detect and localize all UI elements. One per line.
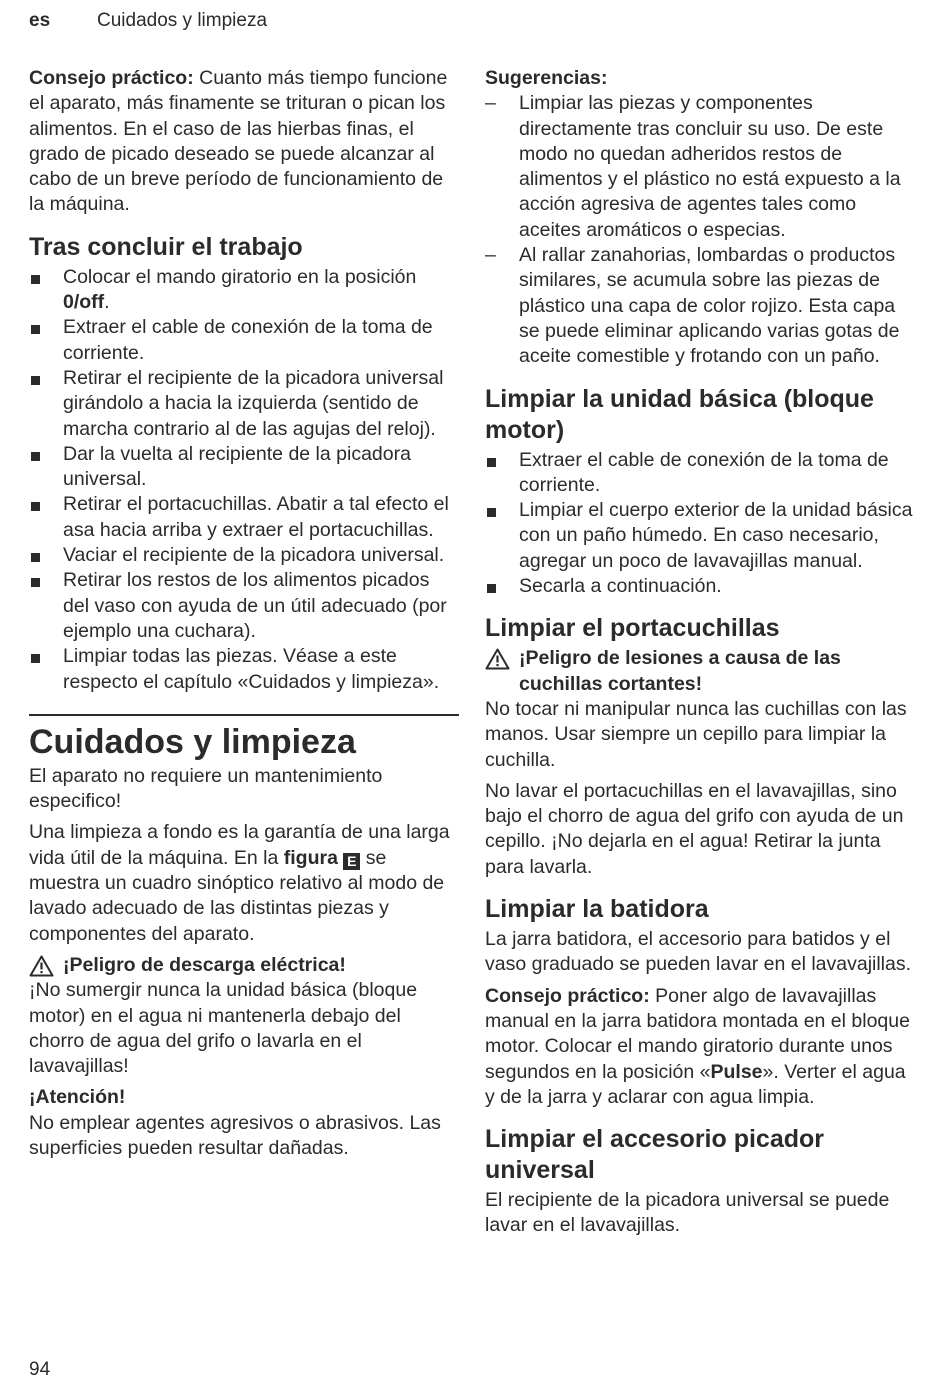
paragraph-text: se muestra un cuadro sinóptico relativo al modo de lavado adecuado de las distintas piezas y componentes del aparato. xyxy=(29,846,445,945)
attention-title: ¡Atención! xyxy=(29,1086,126,1109)
tip-text: ». Verter el agua y de la jarra y aclarar con agua limpia. xyxy=(485,1060,906,1108)
list-item: Retirar el portacuchillas. Abatir a tal efecto el asa hacia arriba y extraer el portacuchillas. xyxy=(29,492,459,543)
list-item-text: . xyxy=(104,291,110,314)
blender-paragraph-1: La jarra batidora, el accesorio para batidos y el vaso graduado se pueden lavar en el lavavajillas. xyxy=(485,928,912,976)
chopper-paragraph: El recipiente de la picadora universal se puede lavar en el lavavajillas. xyxy=(485,1189,890,1237)
list-item: Limpiar todas las piezas. Véase a este respecto el capítulo «Cuidados y limpieza». xyxy=(29,644,459,695)
warning-triangle-icon xyxy=(485,648,510,677)
figure-letter-icon: E xyxy=(343,853,360,870)
heading-after-work: Tras concluir el trabajo xyxy=(29,232,303,261)
list-item: Retirar los restos de los alimentos picados del vaso con ayuda de un útil adecuado (por ejemplo una cuchara). xyxy=(29,568,459,644)
page-number: 94 xyxy=(29,1359,51,1380)
left-column xyxy=(29,66,459,1167)
list-item: Vaciar el recipiente de la picadora universal. xyxy=(29,543,459,568)
figure-reference: figura xyxy=(283,846,338,869)
tip-text: Poner algo de lavavajillas manual en la jarra batidora montada en el bloque motor. Colocar el mando giratorio durante unos segundos en la posición « xyxy=(485,984,910,1083)
section-divider xyxy=(29,714,459,716)
list-item: Dar la vuelta al recipiente de la picadora universal. xyxy=(29,442,459,493)
list-item-text: Colocar el mando giratorio en la posición xyxy=(63,265,417,288)
blender-tip xyxy=(485,984,917,1110)
heading-chopper: Limpiar el accesorio picador universal xyxy=(485,1125,825,1185)
right-column xyxy=(485,66,917,1245)
heading-blade-holder: Limpiar el portacuchillas xyxy=(485,614,780,643)
electric-shock-warning xyxy=(29,953,459,978)
position-label: Pulse xyxy=(710,1060,763,1083)
warning-title: ¡Peligro de descarga eléctrica! xyxy=(63,953,346,976)
heading-care-cleaning: Cuidados y limpieza xyxy=(29,722,356,761)
base-unit-list xyxy=(485,448,917,600)
list-item: – Al rallar zanahorias, lombardas o productos similares, se acumula sobre las piezas de plástico una capa de color rojizo. Esta capa se puede eliminar aplicando varias gotas de aceite comestible y frotando con un paño. xyxy=(485,243,917,369)
page-header xyxy=(29,8,268,33)
blade-holder-paragraph-2: No lavar el portacuchillas en el lavavajillas, sino bajo el chorro de agua del grifo con ayuda de un cepillo. ¡No dejarla en el agua! Retirar la junta para lavarla. xyxy=(485,779,904,878)
list-item: Extraer el cable de conexión de la toma de corriente. xyxy=(29,315,459,366)
blade-holder-paragraph-1: No tocar ni manipular nunca las cuchillas con las manos. Usar siempre un cepillo para limpiar la cuchilla. xyxy=(485,697,907,771)
suggestions-title: Sugerencias: xyxy=(485,67,608,89)
suggestions-list xyxy=(485,91,917,369)
list-item: Extraer el cable de conexión de la toma de corriente. xyxy=(485,448,917,499)
warning-title: ¡Peligro de lesiones a causa de las cuchillas cortantes! xyxy=(519,647,841,695)
tip-label: Consejo práctico: xyxy=(485,984,650,1007)
care-paragraph-1: El aparato no requiere un mantenimiento especifico! xyxy=(29,764,383,813)
warning-text: ¡No sumergir nunca la unidad básica (bloque motor) en el agua ni mantenerla debajo del chorro de agua del grifo o lavarla en el lavavajillas! xyxy=(29,979,418,1078)
tip-text: Cuanto más tiempo funcione el aparato, más finamente se trituran o pican los alimentos. En el caso de las hierbas finas, el grado de picado deseado se puede alcanzar al cabo de un breve período de funcionamiento de la máquina. xyxy=(29,67,448,216)
injury-warning xyxy=(485,646,917,697)
list-item xyxy=(29,265,459,316)
heading-blender: Limpiar la batidora xyxy=(485,895,709,924)
list-item: Retirar el recipiente de la picadora universal girándolo a hacia la izquierda (sentido de marcha contrario al de las agujas del reloj). xyxy=(29,366,459,442)
position-label: 0/off xyxy=(63,291,105,314)
list-item: Limpiar el cuerpo exterior de la unidad básica con un paño húmedo. En caso necesario, agregar un poco de lavavajillas manual. xyxy=(485,498,917,574)
attention-text: No emplear agentes agresivos o abrasivos. Las superficies pueden resultar dañadas. xyxy=(29,1111,441,1159)
after-work-list xyxy=(29,265,459,695)
heading-base-unit: Limpiar la unidad básica (bloque motor) xyxy=(485,384,874,444)
warning-triangle-icon xyxy=(29,955,54,984)
running-section-title: Cuidados y limpieza xyxy=(97,10,268,31)
tip-label: Consejo práctico: xyxy=(29,67,194,89)
language-code: es xyxy=(29,10,51,31)
list-item: – Limpiar las piezas y componentes directamente tras concluir su uso. De este modo no quedan adheridos restos de alimentos y el plástico no está expuesto a la acción agresiva de agentes tales como aceites aromáticos o especias. xyxy=(485,91,917,243)
list-item: Secarla a continuación. xyxy=(485,574,917,599)
tip-paragraph xyxy=(29,66,459,218)
paragraph-text: Una limpieza a fondo es la garantía de una larga vida útil de la máquina. En la xyxy=(29,821,450,869)
care-paragraph-2 xyxy=(29,820,459,946)
